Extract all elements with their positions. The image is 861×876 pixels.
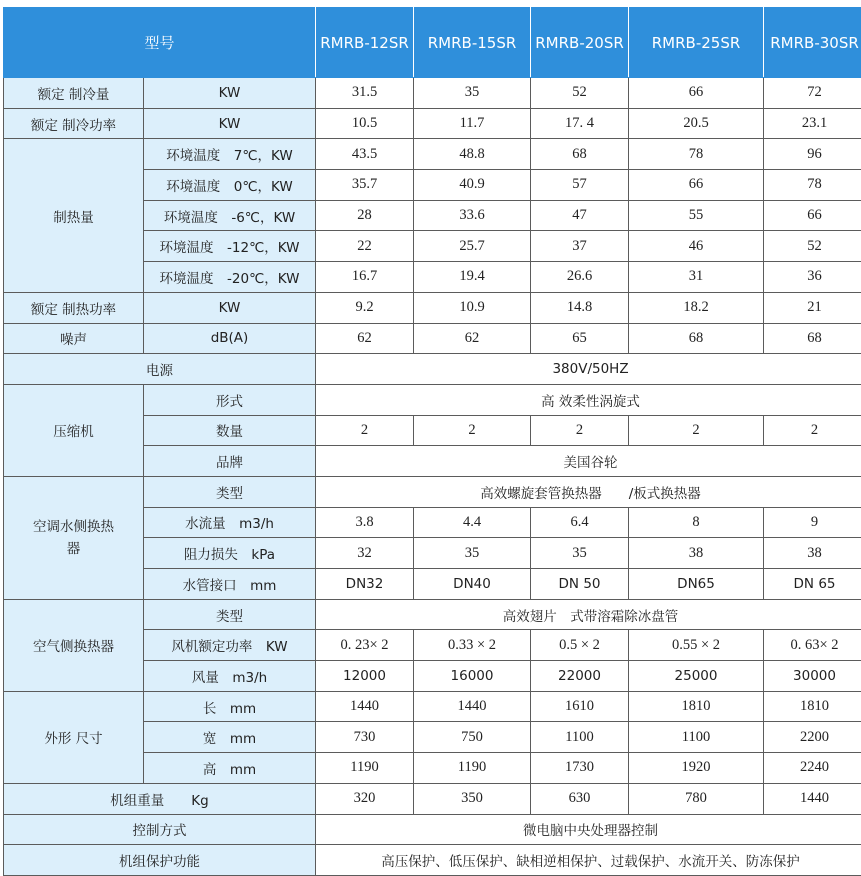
table-cell: 36 bbox=[764, 262, 861, 293]
table-cell: 35 bbox=[414, 78, 531, 109]
table-cell: 20.5 bbox=[629, 108, 764, 139]
table-cell-span: 高效螺旋套管换热器 /板式换热器 bbox=[316, 476, 861, 507]
table-cell: 23.1 bbox=[764, 108, 861, 139]
table-cell: 37 bbox=[531, 231, 629, 262]
table-cell: 10.9 bbox=[414, 292, 531, 323]
table-cell: 38 bbox=[629, 538, 764, 569]
table-cell: 16.7 bbox=[316, 262, 414, 293]
table-cell: 48.8 bbox=[414, 139, 531, 170]
row-sublabel: 高 mm bbox=[144, 753, 316, 784]
row-label-line: 器 bbox=[66, 540, 81, 557]
model-name: RMRB-20SR bbox=[531, 8, 629, 78]
table-cell: 0.5 × 2 bbox=[531, 630, 629, 661]
row-label: 制热量 bbox=[4, 139, 144, 292]
header-row bbox=[4, 8, 861, 78]
table-cell: 0. 23× 2 bbox=[316, 630, 414, 661]
row-label: 空气侧换热器 bbox=[4, 599, 144, 691]
spec-table-container bbox=[3, 7, 861, 876]
table-cell: 9.2 bbox=[316, 292, 414, 323]
row-sublabel: 环境温度 -6℃，KW bbox=[144, 200, 316, 231]
table-cell: 46 bbox=[629, 231, 764, 262]
table-cell: 4.4 bbox=[414, 507, 531, 538]
table-cell: 1100 bbox=[531, 722, 629, 753]
row-label bbox=[4, 476, 144, 599]
table-row bbox=[4, 691, 861, 722]
table-cell: 8 bbox=[629, 507, 764, 538]
table-cell: 10.5 bbox=[316, 108, 414, 139]
table-row bbox=[4, 139, 861, 170]
table-cell: DN 65 bbox=[764, 569, 861, 600]
table-cell: 9 bbox=[764, 507, 861, 538]
table-cell: 2200 bbox=[764, 722, 861, 753]
table-cell: 35 bbox=[531, 538, 629, 569]
table-cell: 730 bbox=[316, 722, 414, 753]
row-unit: dB(A) bbox=[144, 323, 316, 354]
table-cell: 16000 bbox=[414, 661, 531, 692]
table-cell: 2 bbox=[629, 415, 764, 446]
table-cell: 78 bbox=[629, 139, 764, 170]
spec-table bbox=[3, 7, 861, 876]
table-cell: DN 50 bbox=[531, 569, 629, 600]
table-cell: 1440 bbox=[764, 783, 861, 814]
row-label: 压缩机 bbox=[4, 384, 144, 476]
table-row bbox=[4, 845, 861, 876]
row-sublabel: 类型 bbox=[144, 599, 316, 630]
table-cell: 0. 63× 2 bbox=[764, 630, 861, 661]
row-sublabel: 环境温度 0℃，KW bbox=[144, 170, 316, 201]
row-sublabel: 水流量 m3/h bbox=[144, 507, 316, 538]
table-cell: 630 bbox=[531, 783, 629, 814]
table-cell-span: 美国谷轮 bbox=[316, 446, 861, 477]
table-cell: 1190 bbox=[316, 753, 414, 784]
table-cell: 1810 bbox=[764, 691, 861, 722]
row-label: 额定 制热功率 bbox=[4, 292, 144, 323]
model-name: RMRB-30SR bbox=[764, 8, 861, 78]
table-cell: 35 bbox=[414, 538, 531, 569]
table-cell: 25000 bbox=[629, 661, 764, 692]
table-cell-span: 高 效柔性涡旋式 bbox=[316, 384, 861, 415]
table-cell: 11.7 bbox=[414, 108, 531, 139]
table-cell: 66 bbox=[764, 200, 861, 231]
table-row bbox=[4, 78, 861, 109]
row-label: 额定 制冷功率 bbox=[4, 108, 144, 139]
table-cell: 0.55 × 2 bbox=[629, 630, 764, 661]
table-row bbox=[4, 384, 861, 415]
table-cell: 47 bbox=[531, 200, 629, 231]
row-sublabel: 数量 bbox=[144, 415, 316, 446]
row-sublabel: 水管接口 mm bbox=[144, 569, 316, 600]
table-cell: 68 bbox=[764, 323, 861, 354]
table-row bbox=[4, 354, 861, 385]
row-label: 额定 制冷量 bbox=[4, 78, 144, 109]
row-sublabel: 形式 bbox=[144, 384, 316, 415]
table-cell: 12000 bbox=[316, 661, 414, 692]
table-cell: 1440 bbox=[316, 691, 414, 722]
table-row bbox=[4, 476, 861, 507]
row-label: 控制方式 bbox=[4, 814, 316, 845]
table-cell: 66 bbox=[629, 78, 764, 109]
table-cell: 14.8 bbox=[531, 292, 629, 323]
table-cell-span: 微电脑中央处理器控制 bbox=[316, 814, 861, 845]
table-cell: 18.2 bbox=[629, 292, 764, 323]
table-cell-span: 高效翅片 式带溶霜除冰盘管 bbox=[316, 599, 861, 630]
table-cell: 62 bbox=[414, 323, 531, 354]
row-label-line: 空调水侧换热 bbox=[33, 518, 114, 535]
row-sublabel: 风机额定功率 KW bbox=[144, 630, 316, 661]
table-cell: 68 bbox=[531, 139, 629, 170]
table-cell: 65 bbox=[531, 323, 629, 354]
row-sublabel: 阻力损失 kPa bbox=[144, 538, 316, 569]
table-row bbox=[4, 814, 861, 845]
table-cell: 6.4 bbox=[531, 507, 629, 538]
table-cell: 2240 bbox=[764, 753, 861, 784]
table-cell: 350 bbox=[414, 783, 531, 814]
table-cell: 1440 bbox=[414, 691, 531, 722]
row-unit: KW bbox=[144, 292, 316, 323]
table-cell: DN32 bbox=[316, 569, 414, 600]
table-cell: 1730 bbox=[531, 753, 629, 784]
row-label: 噪声 bbox=[4, 323, 144, 354]
row-sublabel: 长 mm bbox=[144, 691, 316, 722]
table-cell: 1190 bbox=[414, 753, 531, 784]
table-cell: 0.33 × 2 bbox=[414, 630, 531, 661]
row-sublabel: 品牌 bbox=[144, 446, 316, 477]
table-cell: 55 bbox=[629, 200, 764, 231]
row-unit: KW bbox=[144, 108, 316, 139]
table-cell: 22000 bbox=[531, 661, 629, 692]
table-cell: 68 bbox=[629, 323, 764, 354]
table-cell: 31 bbox=[629, 262, 764, 293]
table-cell: 43.5 bbox=[316, 139, 414, 170]
model-name: RMRB-12SR bbox=[316, 8, 414, 78]
row-sublabel: 宽 mm bbox=[144, 722, 316, 753]
table-cell: 33.6 bbox=[414, 200, 531, 231]
table-cell: 72 bbox=[764, 78, 861, 109]
table-cell: 750 bbox=[414, 722, 531, 753]
table-cell: 780 bbox=[629, 783, 764, 814]
table-cell: 32 bbox=[316, 538, 414, 569]
table-cell: 320 bbox=[316, 783, 414, 814]
table-cell: 25.7 bbox=[414, 231, 531, 262]
table-cell: 52 bbox=[764, 231, 861, 262]
row-sublabel: 风量 m3/h bbox=[144, 661, 316, 692]
row-label: 电源 bbox=[4, 354, 316, 385]
table-cell: 57 bbox=[531, 170, 629, 201]
row-label: 外形 尺寸 bbox=[4, 691, 144, 783]
row-sublabel: 环境温度 -20℃，KW bbox=[144, 262, 316, 293]
table-cell: 22 bbox=[316, 231, 414, 262]
table-cell: 38 bbox=[764, 538, 861, 569]
row-sublabel: 类型 bbox=[144, 476, 316, 507]
table-cell: 19.4 bbox=[414, 262, 531, 293]
table-cell: 52 bbox=[531, 78, 629, 109]
table-row bbox=[4, 108, 861, 139]
table-cell-span: 380V/50HZ bbox=[316, 354, 861, 385]
row-label: 机组重量 Kg bbox=[4, 783, 316, 814]
table-cell: 3.8 bbox=[316, 507, 414, 538]
table-cell: 17. 4 bbox=[531, 108, 629, 139]
table-cell: 1610 bbox=[531, 691, 629, 722]
table-cell: 1810 bbox=[629, 691, 764, 722]
model-name: RMRB-25SR bbox=[629, 8, 764, 78]
model-header: 型号 bbox=[4, 8, 316, 78]
table-cell: 2 bbox=[316, 415, 414, 446]
table-cell-span: 高压保护、低压保护、缺相逆相保护、过载保护、水流开关、防冻保护 bbox=[316, 845, 861, 876]
table-cell: 40.9 bbox=[414, 170, 531, 201]
table-cell: 21 bbox=[764, 292, 861, 323]
table-cell: DN65 bbox=[629, 569, 764, 600]
table-cell: 96 bbox=[764, 139, 861, 170]
table-row bbox=[4, 783, 861, 814]
model-name: RMRB-15SR bbox=[414, 8, 531, 78]
table-row bbox=[4, 323, 861, 354]
table-row bbox=[4, 292, 861, 323]
table-cell: 2 bbox=[764, 415, 861, 446]
row-sublabel: 环境温度 7℃，KW bbox=[144, 139, 316, 170]
table-cell: 26.6 bbox=[531, 262, 629, 293]
table-row bbox=[4, 599, 861, 630]
table-cell: 35.7 bbox=[316, 170, 414, 201]
table-cell: 2 bbox=[531, 415, 629, 446]
row-sublabel: 环境温度 -12℃，KW bbox=[144, 231, 316, 262]
table-cell: 31.5 bbox=[316, 78, 414, 109]
table-cell: 30000 bbox=[764, 661, 861, 692]
table-cell: 66 bbox=[629, 170, 764, 201]
row-unit: KW bbox=[144, 78, 316, 109]
table-cell: 78 bbox=[764, 170, 861, 201]
table-cell: 62 bbox=[316, 323, 414, 354]
table-cell: DN40 bbox=[414, 569, 531, 600]
row-label: 机组保护功能 bbox=[4, 845, 316, 876]
table-cell: 28 bbox=[316, 200, 414, 231]
table-cell: 1920 bbox=[629, 753, 764, 784]
table-cell: 1100 bbox=[629, 722, 764, 753]
table-cell: 2 bbox=[414, 415, 531, 446]
